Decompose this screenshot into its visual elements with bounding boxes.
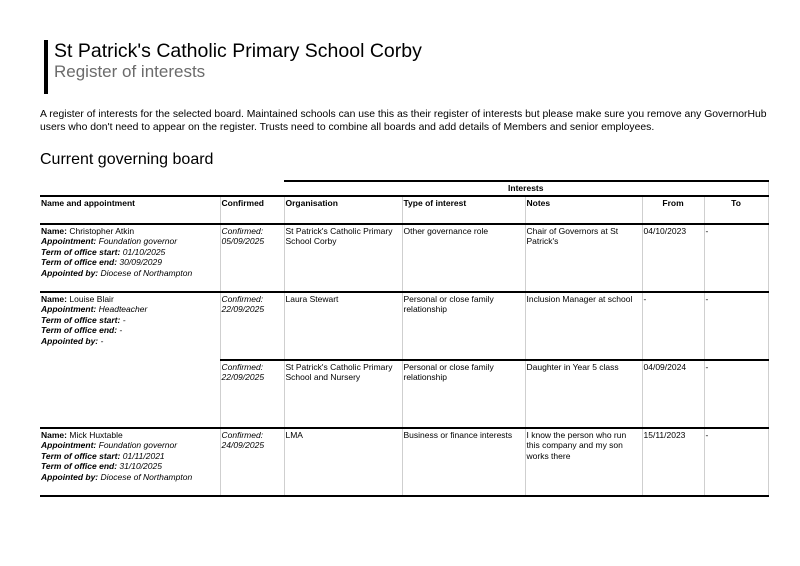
confirmed-cell: Confirmed: 05/09/2025 <box>220 224 284 292</box>
member-name: Louise Blair <box>69 293 114 304</box>
member-details: Name: Christopher Atkin Appointment: Foundation governor Term of office start: 01/10/2025 Term of office end: 30/09/2029 Appointed by: Diocese of Northampton <box>41 225 193 278</box>
col-header-confirmed: Confirmed <box>220 196 284 224</box>
interests-group-header: Interests <box>284 181 768 196</box>
table-row <box>40 428 768 496</box>
table-row <box>40 292 768 360</box>
appointed-by: Diocese of Northampton <box>100 471 193 482</box>
to-cell: - <box>704 224 768 292</box>
appointed-by: - <box>100 335 104 346</box>
member-appointment: Headteacher <box>98 304 148 314</box>
from-cell: 04/09/2024 <box>642 360 704 428</box>
document-header <box>44 40 422 94</box>
type-cell: Other governance role <box>402 224 525 292</box>
from-cell: 15/11/2023 <box>642 428 704 496</box>
organisation-cell: Laura Stewart <box>284 292 402 360</box>
member-name: Mick Huxtable <box>69 429 123 440</box>
document-subtitle: Register of interests <box>54 62 206 81</box>
column-header-row <box>40 196 768 224</box>
table-row <box>40 224 768 292</box>
from-cell: - <box>642 292 704 360</box>
member-details: Name: Mick Huxtable Appointment: Foundation governor Term of office start: 01/11/2021 Term of office end: 31/10/2025 Appointed by: Diocese of Northampton <box>40 428 220 496</box>
col-header-name: Name and appointment <box>40 196 220 224</box>
member-name: Christopher Atkin <box>69 225 135 236</box>
to-cell: - <box>704 292 768 360</box>
school-name: St Patrick's Catholic Primary School Corby <box>54 40 422 62</box>
intro-paragraph: A register of interests for the selected board. Maintained schools can use this as their register of interests but please make sure you remove any GovernorHub users who don't need to appear on the register. Trusts need to combine all boards and add details of Members and senior employees. <box>40 109 767 133</box>
notes-cell: I know the person who run this company and my son works there <box>525 428 642 496</box>
term-start: - <box>122 314 126 325</box>
organisation-cell: St Patrick's Catholic Primary School and Nursery <box>284 360 402 428</box>
to-cell: - <box>704 360 768 428</box>
col-header-type: Type of interest <box>402 196 525 224</box>
term-end: 30/09/2029 <box>119 257 162 267</box>
term-start: 01/10/2025 <box>122 246 166 257</box>
notes-cell: Inclusion Manager at school <box>525 292 642 360</box>
to-cell: - <box>704 428 768 496</box>
appointed-by: Diocese of Northampton <box>100 267 193 278</box>
section-title: Current governing board <box>40 151 214 168</box>
col-header-organisation: Organisation <box>284 196 402 224</box>
notes-cell: Daughter in Year 5 class <box>525 360 642 428</box>
register-table <box>40 180 769 497</box>
term-end: - <box>119 325 123 335</box>
member-appointment: Foundation governor <box>98 236 178 246</box>
notes-cell: Chair of Governors at St Patrick's <box>525 224 642 292</box>
member-appointment: Foundation governor <box>98 440 178 450</box>
from-cell: 04/10/2023 <box>642 224 704 292</box>
type-cell: Personal or close family relationship <box>402 292 525 360</box>
confirmed-cell: Confirmed: 22/09/2025 <box>220 292 284 360</box>
col-header-from: From <box>642 196 704 224</box>
group-header-row <box>40 181 768 196</box>
term-end: 31/10/2025 <box>119 461 162 471</box>
col-header-to: To <box>704 196 768 224</box>
organisation-cell: St Patrick's Catholic Primary School Corby <box>284 224 402 292</box>
type-cell: Personal or close family relationship <box>402 360 525 428</box>
confirmed-cell: Confirmed: 22/09/2025 <box>220 360 284 428</box>
type-cell: Business or finance interests <box>402 428 525 496</box>
member-details: Name: Louise Blair Appointment: Headteacher Term of office start: - Term of office end: - Appointed by: - <box>40 292 220 428</box>
term-start: 01/11/2021 <box>122 450 165 461</box>
organisation-cell: LMA <box>284 428 402 496</box>
confirmed-cell: Confirmed: 24/09/2025 <box>220 428 284 496</box>
col-header-notes: Notes <box>525 196 642 224</box>
